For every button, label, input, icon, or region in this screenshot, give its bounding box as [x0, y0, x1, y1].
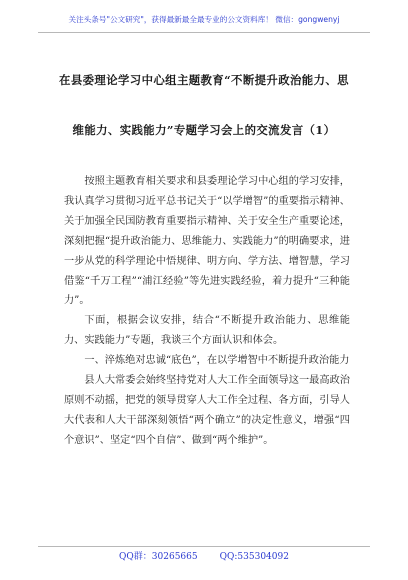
document-body	[64, 172, 350, 451]
footer	[0, 549, 408, 562]
header-divider	[38, 32, 370, 33]
document-title-line-2: 维能力、实践能力”专题学习会上的交流发言（1）	[72, 123, 336, 137]
document-title-line-1: 在县委理论学习中心组主题教育“不断提升政治能力、思	[59, 73, 349, 87]
footer-qq-group: QQ群：30265665	[119, 552, 198, 562]
section-heading: 一、淬炼绝对忠诚“底色”，在以学增智中不断提升政治能力	[84, 355, 350, 367]
header-banner: 关注头条号"公文研究"，获得最新最全最专业的公文资料库！ 微信：gongwenyj	[68, 15, 340, 24]
body-paragraph: 县人大常委会始终坚持党对人大工作全面领导这一最高政治原则不动摇，把党的领导贯穿人大工作全过程、各方面，引导人大代表和人大干部深刻领悟“两个确立”的决定性意义，增强“四个意识”、坚定“四个自信”、做到“两个维护”。	[64, 375, 350, 446]
body-paragraph: 按照主题教育相关要求和县委理论学习中心组的学习安排，我认真学习贯彻习近平总书记关于“以学增智”的重要指示精神、关于加强全民国防教育重要指示精神、关于安全生产重要论述，深刻把握“提升政治能力、思维能力、实践能力”的明确要求，进一步从党的科学理论中悟规律、明方向、学方法、增智慧，学习借鉴“千万工程”“浦江经验”等先进实践经验，着力提升“三种能力”。	[64, 176, 350, 307]
body-paragraph: 下面，根据会议安排，结合“不断提升政治能力、思维能力、实践能力”专题，我谈三个方面认识和体会。	[64, 315, 350, 347]
footer-qq: QQ:535304092	[219, 552, 289, 562]
footer-divider	[38, 546, 370, 547]
